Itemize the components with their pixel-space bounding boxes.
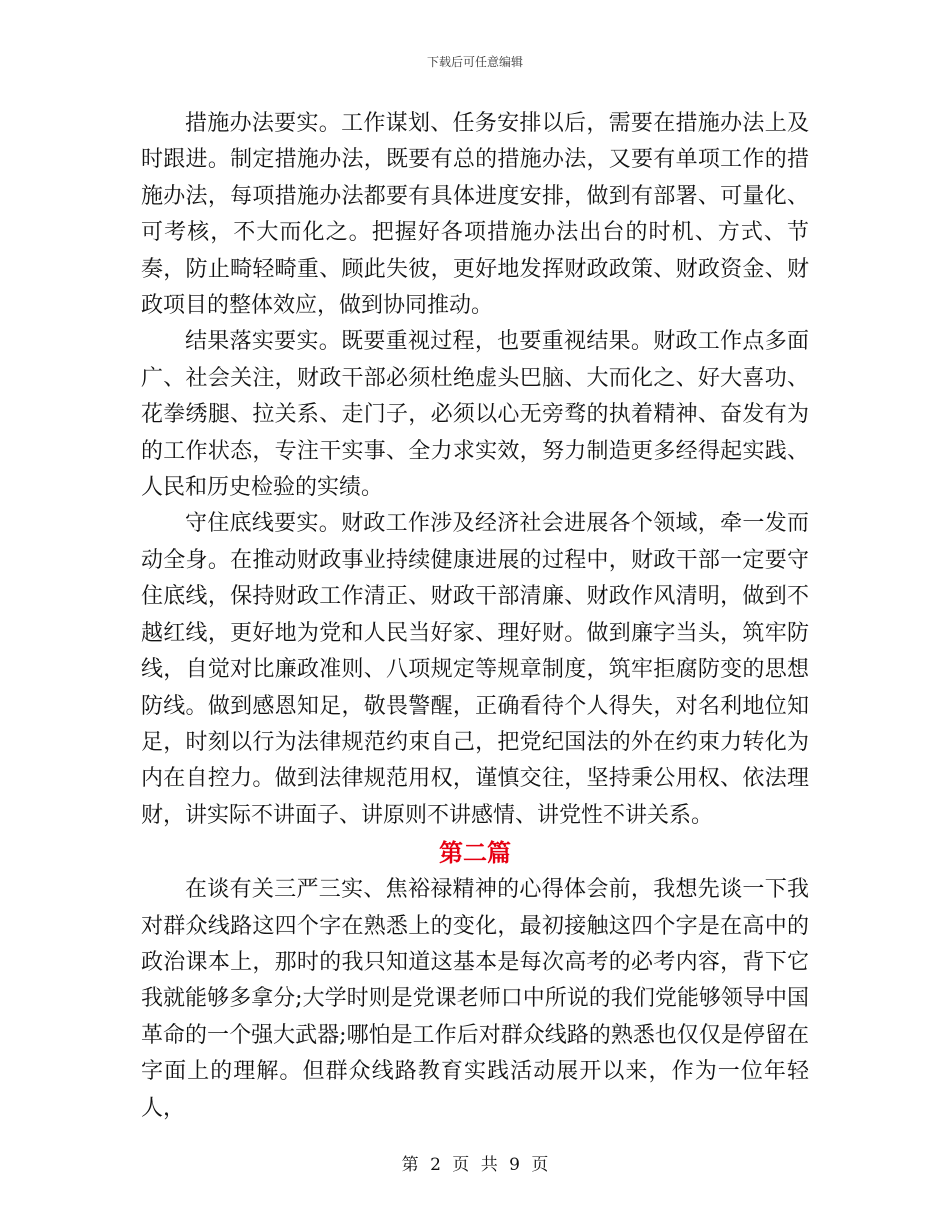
paragraph-mass-line: 在谈有关三严三实、焦裕禄精神的心得体会前，我想先谈一下我对群众线路这四个字在熟悉上的变化，最初接触这四个字是在高中的政治课本上，那时的我只知道这基本是每次高考的必考内容，背下它我就能够多拿分;大学时则是党课老师口中所说的我们党能够领导中国革命的一个强大武器;哪怕是工作后对群众线路的熟悉也仅仅是停留在字面上的理解。但群众线路教育实践活动展开以来，作为一位年轻人，	[141, 877, 809, 1121]
page-header: 下载后可任意编辑	[426, 55, 523, 69]
document-body	[141, 106, 809, 1127]
page-footer: 第 2 页 共 9 页	[401, 1155, 549, 1175]
section-title: 第二篇	[439, 838, 511, 868]
paragraph-bottom-line: 守住底线要实。财政工作涉及经济社会进展各个领域，牵一发而动全身。在推动财政事业持续健康进展的过程中，财政干部一定要守住底线，保持财政工作清正、财政干部清廉、财政作风清明，做到不越红线，更好地为党和人民当好家、理好财。做到廉字当头，筑牢防线，自觉对比廉政准则、八项规定等规章制度，筑牢拒腐防变的思想防线。做到感恩知足，敬畏警醒，正确看待个人得失，对名利地位知足，时刻以行为法律规范约束自己，把党纪国法的外在约束力转化为内在自控力。做到法律规范用权，谨慎交往，坚持秉公用权、依法理财，讲实际不讲面子、讲原则不讲感情、讲党性不讲关系。	[141, 511, 809, 828]
paragraph-measures: 措施办法要实。工作谋划、任务安排以后，需要在措施办法上及时跟进。制定措施办法，既要有总的措施办法，又要有单项工作的措施办法，每项措施办法都要有具体进度安排，做到有部署、可量化、可考核，不大而化之。把握好各项措施办法出台的时机、方式、节奏，防止畸轻畸重、顾此失彼，更好地发挥财政政策、财政资金、财政项目的整体效应，做到协同推动。	[141, 111, 809, 319]
paragraph-results: 结果落实要实。既要重视过程，也要重视结果。财政工作点多面广、社会关注，财政干部必须杜绝虚头巴脑、大而化之、好大喜功、花拳绣腿、拉关系、走门子，必须以心无旁骛的执着精神、奋发有为的工作状态，专注干实事、全力求实效，努力制造更多经得起实践、人民和历史检验的实绩。	[141, 329, 809, 501]
